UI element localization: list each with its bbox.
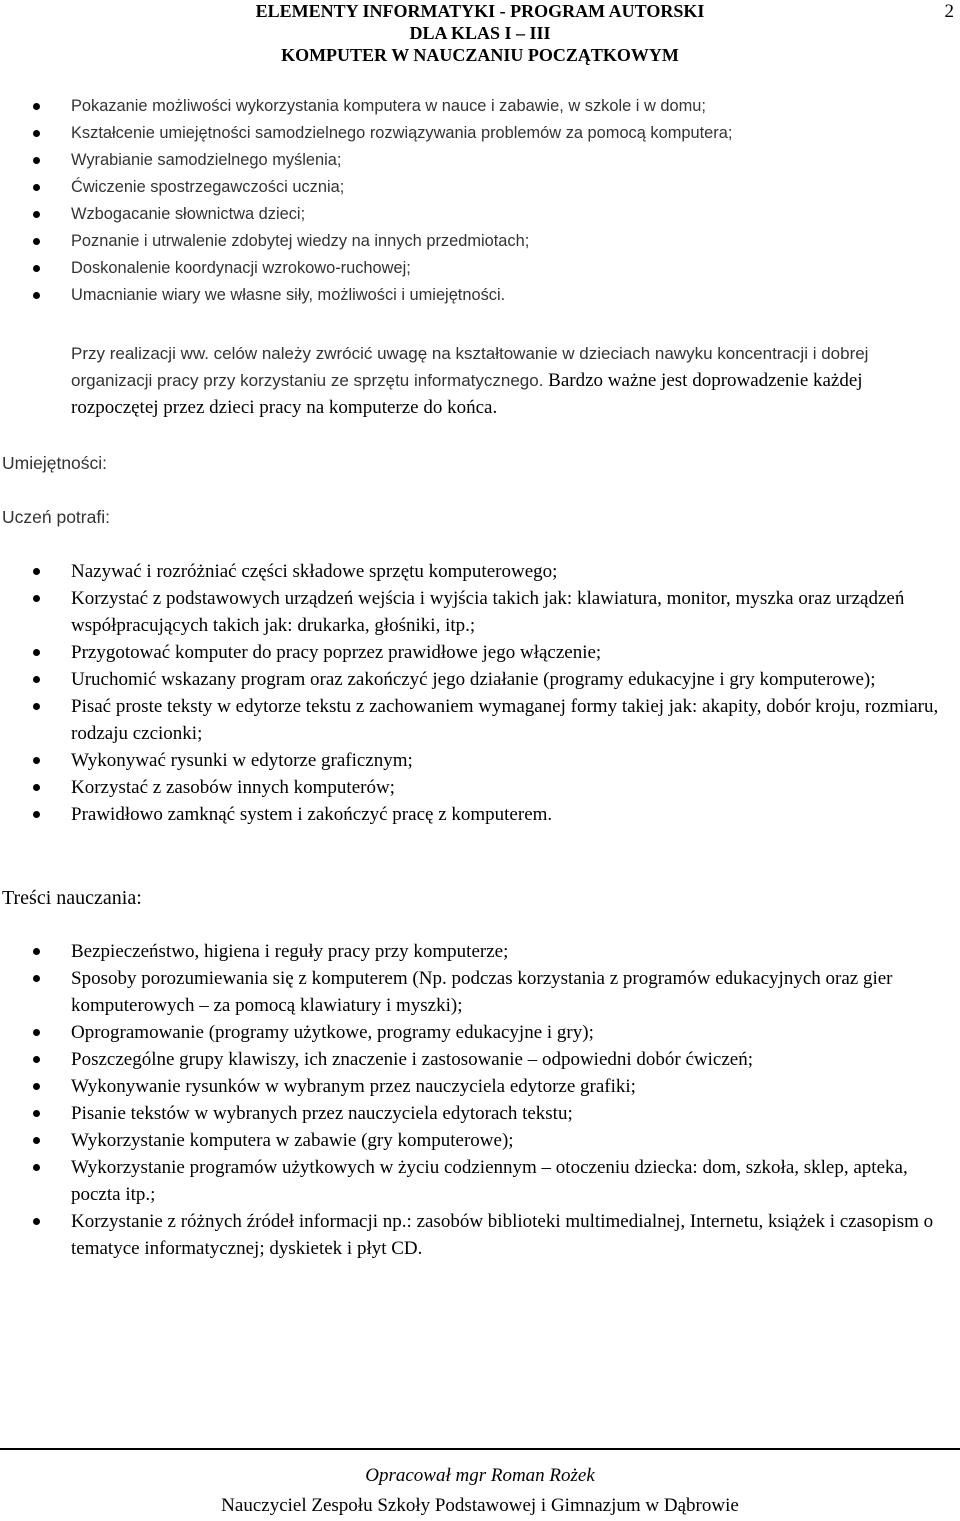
list-item: Przygotować komputer do pracy poprzez prawidłowe jego włączenie; [0,639,950,666]
bullet-icon [33,1137,40,1144]
list-item: Bezpieczeństwo, higiena i reguły pracy przy komputerze; [0,938,950,965]
list-item: Korzystanie z różnych źródeł informacji np.: zasobów biblioteki multimedialnej, Internetu, książek i czasopism o tematyce informatycznej; dyskietek i płyt CD. [0,1208,950,1262]
bullet-icon [33,811,40,818]
list-item: Kształcenie umiejętności samodzielnego rozwiązywania problemów za pomocą komputera; [0,120,950,147]
bullet-icon [33,1029,40,1036]
note-paragraph [71,340,951,421]
bullet-icon [33,676,40,683]
bullet-icon [33,1110,40,1117]
list-item: Umacnianie wiary we własne siły, możliwości i umiejętności. [0,282,950,309]
content-list [0,938,950,1262]
list-item: Nazywać i rozróżniać części składowe sprzętu komputerowego; [0,558,950,585]
bullet-icon [33,595,40,602]
list-item: Poznanie i utrwalenie zdobytej wiedzy na innych przedmiotach; [0,228,950,255]
list-item: Wykonywanie rysunków w wybranym przez nauczyciela edytorze grafiki; [0,1073,950,1100]
list-item: Wyrabianie samodzielnego myślenia; [0,147,950,174]
content-list-container [0,938,950,1262]
bullet-icon [33,784,40,791]
bullet-icon [33,975,40,982]
bullet-icon [33,649,40,656]
skills-heading: Umiejętności: [2,453,108,473]
list-item: Pisanie tekstów w wybranych przez nauczyciela edytorach tekstu; [0,1100,950,1127]
bullet-icon [33,1218,40,1225]
page-header [0,0,960,66]
note-tail-text: Bardzo ważne jest doprowadzenie każdej rozpoczętej przez dzieci pracy na komputerze do końca. [71,370,863,418]
list-item: Korzystać z podstawowych urządzeń wejścia i wyjścia takich jak: klawiatura, monitor, myszka oraz urządzeń współpracujących takich jak: drukarka, głośniki, itp.; [0,585,950,639]
list-item: Oprogramowanie (programy użytkowe, programy edukacyjne i gry); [0,1019,950,1046]
list-item: Wzbogacanie słownictwa dzieci; [0,201,950,228]
bullet-icon [33,757,40,764]
list-item: Prawidłowo zamknąć system i zakończyć pracę z komputerem. [0,801,950,828]
header-program-name: KOMPUTER W NAUCZANIU POCZĄTKOWYM [281,45,679,65]
bullet-icon [33,184,40,191]
bullet-icon [33,568,40,575]
list-item: Pisać proste teksty w edytorze tekstu z zachowaniem wymaganej formy takiej jak: akapity, dobór kroju, rozmiaru, rodzaju czcionki; [0,693,950,747]
list-item: Ćwiczenie spostrzegawczości ucznia; [0,174,950,201]
goals-list [0,93,950,309]
list-item: Sposoby porozumiewania się z komputerem (Np. podczas korzystania z programów edukacyjnych oraz gier komputerowych – za pomocą klawiatury i myszki); [0,965,950,1019]
skills-subheading: Uczeń potrafi: [2,507,110,527]
header-title: ELEMENTY INFORMATYKI - PROGRAM AUTORSKI [255,1,705,21]
bullet-icon [33,265,40,272]
bullet-icon [33,157,40,164]
bullet-icon [33,1083,40,1090]
header-subtitle: DLA KLAS I – III [409,23,551,43]
list-item: Wykorzystanie programów użytkowych w życiu codziennym – otoczeniu dziecka: dom, szkoła, sklep, apteka, poczta itp.; [0,1154,950,1208]
bullet-icon [33,703,40,710]
bullet-icon [33,948,40,955]
bullet-icon [33,238,40,245]
note-main-text: Przy realizacji ww. celów należy zwrócić uwagę na kształtowanie w dzieciach nawyku koncentracji i dobrej organizacji pracy przy korzystaniu ze sprzętu informatycznego. [71,344,869,390]
footer-school: Nauczyciel Zespołu Szkoły Podstawowej i Gimnazjum w Dąbrowie [221,1495,739,1516]
list-item: Pokazanie możliwości wykorzystania komputera w nauce i zabawie, w szkole i w domu; [0,93,950,120]
list-item: Wykonywać rysunki w edytorze graficznym; [0,747,950,774]
list-item: Doskonalenie koordynacji wzrokowo-ruchowej; [0,255,950,282]
bullet-icon [33,103,40,110]
list-item: Wykorzystanie komputera w zabawie (gry komputerowe); [0,1127,950,1154]
list-item: Poszczególne grupy klawiszy, ich znaczenie i zastosowanie – odpowiedni dobór ćwiczeń; [0,1046,950,1073]
content-heading: Treści nauczania: [2,887,142,909]
footer-author: Opracował mgr Roman Rożek [365,1465,595,1486]
page-footer [0,1461,960,1521]
list-item: Korzystać z zasobów innych komputerów; [0,774,950,801]
page-number: 2 [944,1,954,22]
bullet-icon [33,130,40,137]
bullet-icon [33,292,40,299]
skills-list-container [0,558,950,828]
bullet-icon [33,1056,40,1063]
bullet-icon [33,211,40,218]
bullet-icon [33,1164,40,1171]
footer-divider [0,1448,960,1450]
list-item: Uruchomić wskazany program oraz zakończyć jego działanie (programy edukacyjne i gry komputerowe); [0,666,950,693]
skills-list [0,558,950,828]
goals-list-container [0,93,950,309]
